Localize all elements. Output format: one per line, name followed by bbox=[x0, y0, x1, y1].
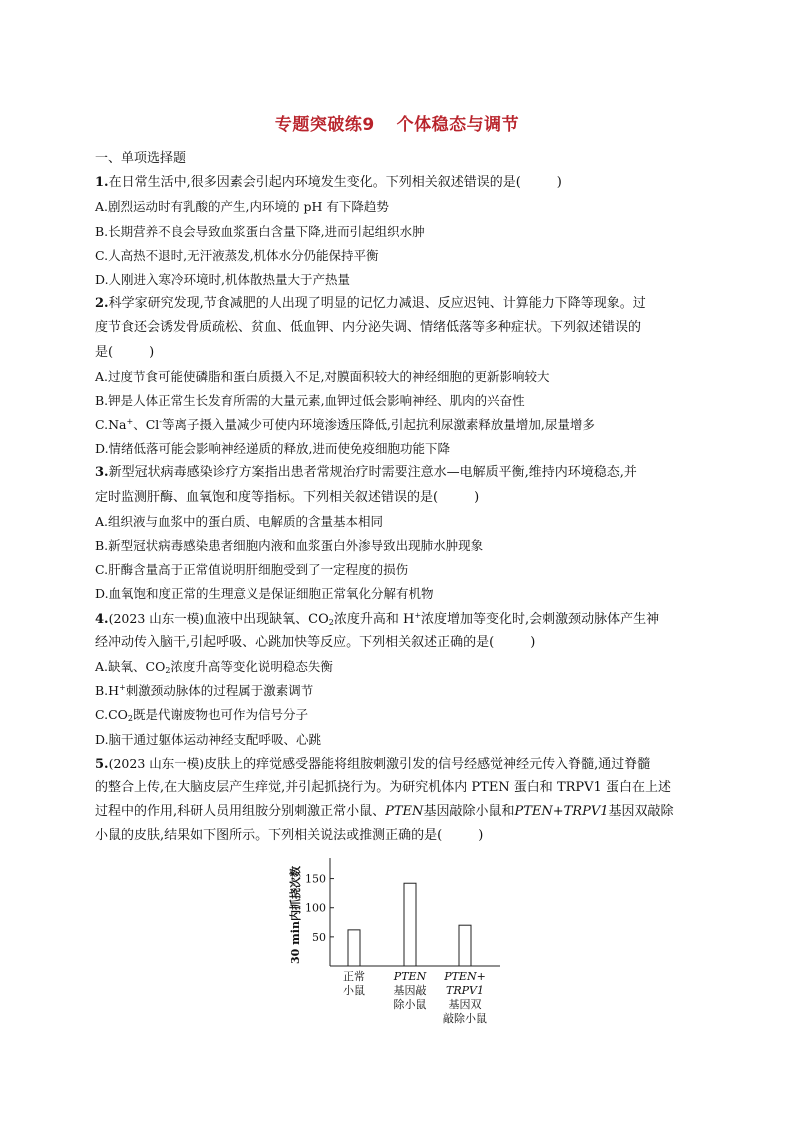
q1-option-d: D.人刚进入寒冷环境时,机体散热量大于产热量 bbox=[95, 271, 351, 287]
category-label: PTEN bbox=[393, 970, 427, 983]
q5-stem-3b: 基因敲除小鼠和 bbox=[423, 804, 515, 820]
q4-close-paren: ) bbox=[530, 634, 536, 650]
category-label: 敲除小鼠 bbox=[443, 1012, 487, 1025]
q2-option-b: B.钾是人体正常生长发育所需的大量元素,血钾过低会影响神经、肌肉的兴奋性 bbox=[95, 392, 525, 408]
q2-option-d: D.情绪低落可能会影响神经递质的释放,进而使免疫细胞功能下降 bbox=[95, 441, 451, 457]
q5-stem-line1 bbox=[95, 752, 695, 776]
category-label: 基因敲 bbox=[393, 984, 427, 997]
q4-sub: 2 bbox=[328, 617, 334, 627]
q2-stem-line2: 度节食还会诱发骨质疏松、贫血、低血钾、内分泌失调、情绪低落等多种症状。下列叙述错误的 bbox=[95, 320, 642, 336]
section-heading: 一、单项选择题 bbox=[95, 151, 187, 166]
category-label: 正常 bbox=[343, 970, 365, 983]
q4-b-post: 刺激颈动脉体的过程属于激素调节 bbox=[125, 683, 314, 699]
q4-b-pre: B.H bbox=[95, 683, 120, 699]
page-title bbox=[0, 110, 794, 135]
q4-c-post: 既是代谢废物也可作为信号分子 bbox=[133, 707, 309, 723]
q3-number: 3. bbox=[95, 465, 109, 481]
scratching-bar-chart bbox=[285, 843, 515, 1028]
q4-b-sup: + bbox=[119, 683, 126, 693]
q1-option-a: A.剧烈运动时有乳酸的产生,内环境的 pH 有下降趋势 bbox=[95, 199, 389, 215]
q3-stem-text-1: 新型冠状病毒感染诊疗方案指出患者常规治疗时需要注意水—电解质平衡,维持内环境稳态,并 bbox=[108, 465, 637, 481]
q4-option-c bbox=[95, 703, 695, 727]
q2-option-c bbox=[95, 413, 695, 437]
q4-option-b bbox=[95, 679, 695, 703]
q1-stem bbox=[95, 171, 695, 195]
title-part-2: 个体稳态与调节 bbox=[396, 115, 520, 135]
category-label: 基因双 bbox=[448, 998, 482, 1011]
q3-option-d: D.血氧饱和度正常的生理意义是保证细胞正常氧化分解有机物 bbox=[95, 586, 434, 602]
q4-stem-1a: 血液中出现缺氧、CO bbox=[204, 611, 329, 627]
q2-stem-text-1: 科学家研究发现,节食减肥的人出现了明显的记忆力减退、反应迟钝、计算能力下降等现象。过 bbox=[108, 296, 646, 312]
q5-stem-3a: 过程中的作用,科研人员用组胺分别刺激正常小鼠、 bbox=[95, 804, 386, 820]
y-tick-label: 150 bbox=[305, 872, 326, 886]
category-label: 除小鼠 bbox=[393, 998, 427, 1011]
bar-2 bbox=[404, 883, 416, 966]
q4-option-a bbox=[95, 655, 695, 679]
q5-number: 5. bbox=[95, 756, 109, 772]
q2-number: 2. bbox=[95, 296, 109, 312]
q4-stem-text-2: 经冲动传入脑干,引起呼吸、心跳加快等反应。下列相关叙述正确的是( bbox=[95, 634, 495, 650]
q5-stem-text-4: 小鼠的皮肤,结果如下图所示。下列相关说法或推测正确的是( bbox=[95, 828, 443, 844]
q2-stem-text-3: 是( bbox=[95, 344, 114, 360]
y-tick-label: 50 bbox=[312, 930, 326, 944]
q4-c-sub: 2 bbox=[127, 714, 133, 724]
category-label: TRPV1 bbox=[446, 984, 484, 997]
category-label: 小鼠 bbox=[343, 984, 365, 997]
q1-number: 1. bbox=[95, 175, 109, 191]
q1-option-b: B.长期营养不良会导致血浆蛋白含量下降,进而引起组织水肿 bbox=[95, 223, 425, 239]
q3-stem-line1 bbox=[95, 461, 695, 485]
y-tick-label: 100 bbox=[305, 901, 326, 915]
q4-stem-line2 bbox=[95, 631, 695, 655]
q2-c-part2: 、Cl bbox=[133, 417, 160, 433]
q5-source: (2023 山东一模) bbox=[108, 755, 205, 771]
q2-close-paren: ) bbox=[149, 344, 155, 360]
q1-stem-text: 在日常生活中,很多因素会引起内环境发生变化。下列相关叙述错误的是( bbox=[108, 175, 521, 191]
q5-gene-pten: PTEN bbox=[385, 804, 424, 820]
q4-a-sub: 2 bbox=[165, 665, 171, 675]
q2-c-sup2: - bbox=[159, 417, 162, 427]
q3-option-c: C.肝酶含量高于正常值说明肝细胞受到了一定程度的损伤 bbox=[95, 562, 409, 578]
q5-stem-line2: 的整合上传,在大脑皮层产生痒觉,并引起抓挠行为。为研究机体内 PTEN 蛋白和 TRPV1 蛋白在上述 bbox=[95, 779, 671, 795]
q3-close-paren: ) bbox=[474, 489, 480, 505]
q1-option-c: C.人高热不退时,无汗液蒸发,机体水分仍能保持平衡 bbox=[95, 247, 379, 263]
q4-source: (2023 山东一模) bbox=[108, 610, 205, 626]
q4-stem-1c: 浓度增加等变化时,会刺激颈动脉体产生神 bbox=[421, 611, 660, 627]
q5-stem-text-1: 皮肤上的痒觉感受器能将组胺刺激引发的信号经感觉神经元传入脊髓,通过脊髓 bbox=[204, 756, 651, 772]
q3-stem-line2 bbox=[95, 486, 695, 510]
q3-option-b: B.新型冠状病毒感染患者细胞内液和血浆蛋白外渗导致出现肺水肿现象 bbox=[95, 538, 484, 553]
bar-3 bbox=[459, 925, 471, 966]
q4-stem-line1 bbox=[95, 607, 695, 631]
q4-number: 4. bbox=[95, 611, 109, 627]
q5-close-paren: ) bbox=[478, 828, 484, 844]
q2-option-a: A.过度节食可能使磷脂和蛋白质摄入不足,对膜面积较大的神经细胞的更新影响较大 bbox=[95, 368, 550, 384]
q3-stem-text-2: 定时监测肝酶、血氧饱和度等指标。下列相关叙述错误的是( bbox=[95, 489, 439, 505]
q5-stem-3c: 基因双敲除 bbox=[608, 804, 674, 820]
q4-a-pre: A.缺氧、CO bbox=[95, 658, 166, 674]
q5-gene-pten-trpv1: PTEN+TRPV1 bbox=[514, 804, 609, 820]
q1-close-paren: ) bbox=[556, 175, 562, 191]
q2-c-part1: C.Na bbox=[95, 417, 127, 433]
bar-1 bbox=[348, 930, 360, 966]
q2-c-sup1: + bbox=[126, 417, 134, 427]
q4-a-post: 浓度升高等变化说明稳态失衡 bbox=[170, 658, 333, 674]
q5-stem-line3 bbox=[95, 800, 695, 824]
title-part-1: 专题突破练9 bbox=[274, 115, 375, 135]
q4-c-pre: C.CO bbox=[95, 707, 128, 723]
question-content bbox=[95, 147, 695, 848]
q4-option-d: D.脑干通过躯体运动神经支配呼吸、心跳 bbox=[95, 731, 322, 747]
q4-sup: + bbox=[414, 610, 422, 620]
y-axis-label: 30 min内抓挠次数 bbox=[289, 866, 302, 964]
category-label: PTEN+ bbox=[444, 970, 486, 983]
q3-option-a: A.组织液与血浆中的蛋白质、电解质的含量基本相同 bbox=[95, 513, 384, 529]
q2-stem-line3 bbox=[95, 341, 695, 365]
q2-stem-line1 bbox=[95, 292, 695, 316]
q2-c-part3: 等离子摄入量减少可使内环境渗透压降低,引起抗利尿激素释放量增加,尿量增多 bbox=[161, 417, 595, 433]
q4-stem-1b: 浓度升高和 H bbox=[333, 611, 415, 627]
